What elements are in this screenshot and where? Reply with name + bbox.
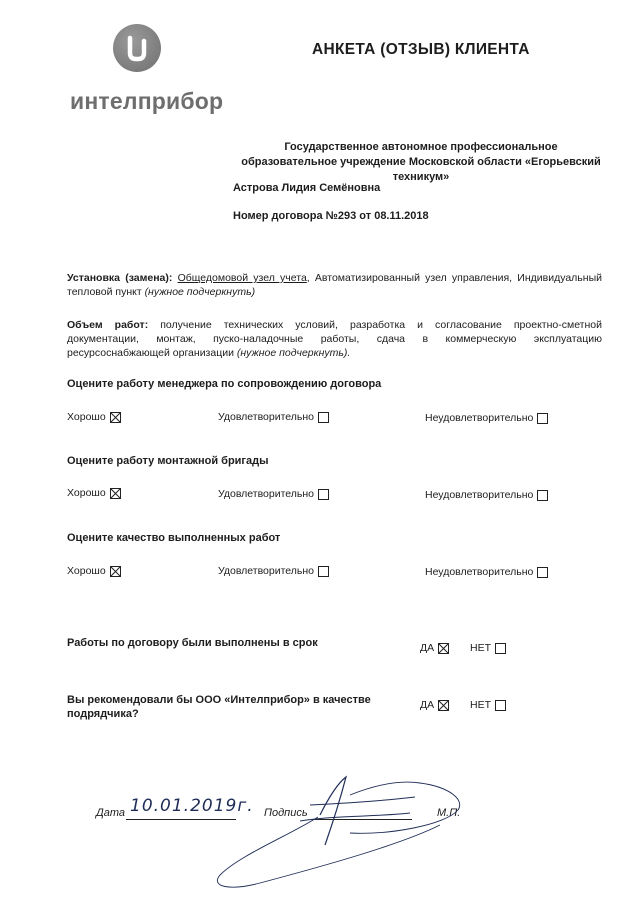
option-label: Удовлетворительно xyxy=(218,411,315,423)
on-time-yes[interactable] xyxy=(420,642,449,654)
question-recommend-line1: Вы рекомендовали бы ООО «Интелприбор» в качестве xyxy=(67,694,371,706)
stamp-label: М.П. xyxy=(437,807,461,819)
rating-quality-unsatisfactory[interactable] xyxy=(425,566,548,578)
installation-selected-option: Общедомовой узел учета xyxy=(177,272,307,284)
empty-checkbox[interactable] xyxy=(537,567,548,578)
option-label: Удовлетворительно xyxy=(218,565,315,577)
question-recommend-line2: подрядчика? xyxy=(67,708,139,720)
contract-number: Номер договора №293 от 08.11.2018 xyxy=(233,210,429,222)
rating-crew-satisfactory[interactable] xyxy=(218,488,329,500)
option-label: Удовлетворительно xyxy=(218,488,315,500)
empty-checkbox[interactable] xyxy=(537,413,548,424)
checked-checkbox[interactable] xyxy=(110,566,121,577)
rating-question-manager: Оцените работу менеджера по сопровождению договора xyxy=(67,378,382,390)
option-label: Хорошо xyxy=(67,411,106,423)
installation-options: , Автоматизированный узел управления, Индивидуальный тепловой пункт xyxy=(67,272,602,298)
installation-hint: (нужное подчеркнуть) xyxy=(144,286,256,298)
empty-checkbox[interactable] xyxy=(495,700,506,711)
option-label: Хорошо xyxy=(67,487,106,499)
handwritten-signature-icon xyxy=(200,755,490,895)
rating-question-quality: Оцените качество выполненных работ xyxy=(67,532,281,544)
date-handwritten-value: 10.01.2019г. xyxy=(130,796,254,816)
empty-checkbox[interactable] xyxy=(537,490,548,501)
rating-crew-unsatisfactory[interactable] xyxy=(425,489,548,501)
option-label: Неудовлетворительно xyxy=(425,412,534,424)
on-time-no[interactable] xyxy=(470,642,506,654)
date-label: Дата xyxy=(96,807,126,819)
works-paragraph xyxy=(67,318,602,360)
company-logo-icon xyxy=(113,24,161,72)
rating-manager-unsatisfactory[interactable] xyxy=(425,412,548,424)
empty-checkbox[interactable] xyxy=(318,566,329,577)
question-recommend xyxy=(67,693,371,721)
company-logo-text: интелприбор xyxy=(70,88,224,114)
yes-label: ДА xyxy=(420,699,435,711)
rating-quality-good[interactable] xyxy=(67,565,121,577)
installation-label: Установка (замена): xyxy=(67,272,173,284)
option-label: Неудовлетворительно xyxy=(425,489,534,501)
client-name: Астрова Лидия Семёновна xyxy=(233,182,381,194)
works-hint: (нужное подчеркнуть). xyxy=(236,347,351,359)
rating-question-crew: Оцените работу монтажной бригады xyxy=(67,455,269,467)
rating-manager-good[interactable] xyxy=(67,411,121,423)
rating-crew-good[interactable] xyxy=(67,487,121,499)
page-title: АНКЕТА (ОТЗЫВ) КЛИЕНТА xyxy=(312,41,530,58)
signature-label: Подпись xyxy=(264,807,308,819)
rating-quality-satisfactory[interactable] xyxy=(218,565,329,577)
recommend-yes[interactable] xyxy=(420,699,449,711)
empty-checkbox[interactable] xyxy=(495,643,506,654)
yes-label: ДА xyxy=(420,642,435,654)
installation-paragraph xyxy=(67,271,602,299)
empty-checkbox[interactable] xyxy=(318,489,329,500)
recommend-no[interactable] xyxy=(470,699,506,711)
no-label: НЕТ xyxy=(470,699,491,711)
empty-checkbox[interactable] xyxy=(318,412,329,423)
rating-manager-satisfactory[interactable] xyxy=(218,411,329,423)
works-label: Объем работ: xyxy=(67,319,149,331)
organization-name: Государственное автономное профессиональное образовательное учреждение Московской области «Егорьевский техникум» xyxy=(241,141,601,183)
checked-checkbox[interactable] xyxy=(438,643,449,654)
checked-checkbox[interactable] xyxy=(110,488,121,499)
works-text: получение технических условий, разработка и согласование проектно-сметной документации, монтаж, пуско-наладочные работы, сдача в коммерческую эксплуатацию ресурсоснабжающей организации xyxy=(67,319,602,359)
checked-checkbox[interactable] xyxy=(438,700,449,711)
option-label: Хорошо xyxy=(67,565,106,577)
checked-checkbox[interactable] xyxy=(110,412,121,423)
option-label: Неудовлетворительно xyxy=(425,566,534,578)
question-on-time: Работы по договору были выполнены в срок xyxy=(67,637,318,649)
no-label: НЕТ xyxy=(470,642,491,654)
